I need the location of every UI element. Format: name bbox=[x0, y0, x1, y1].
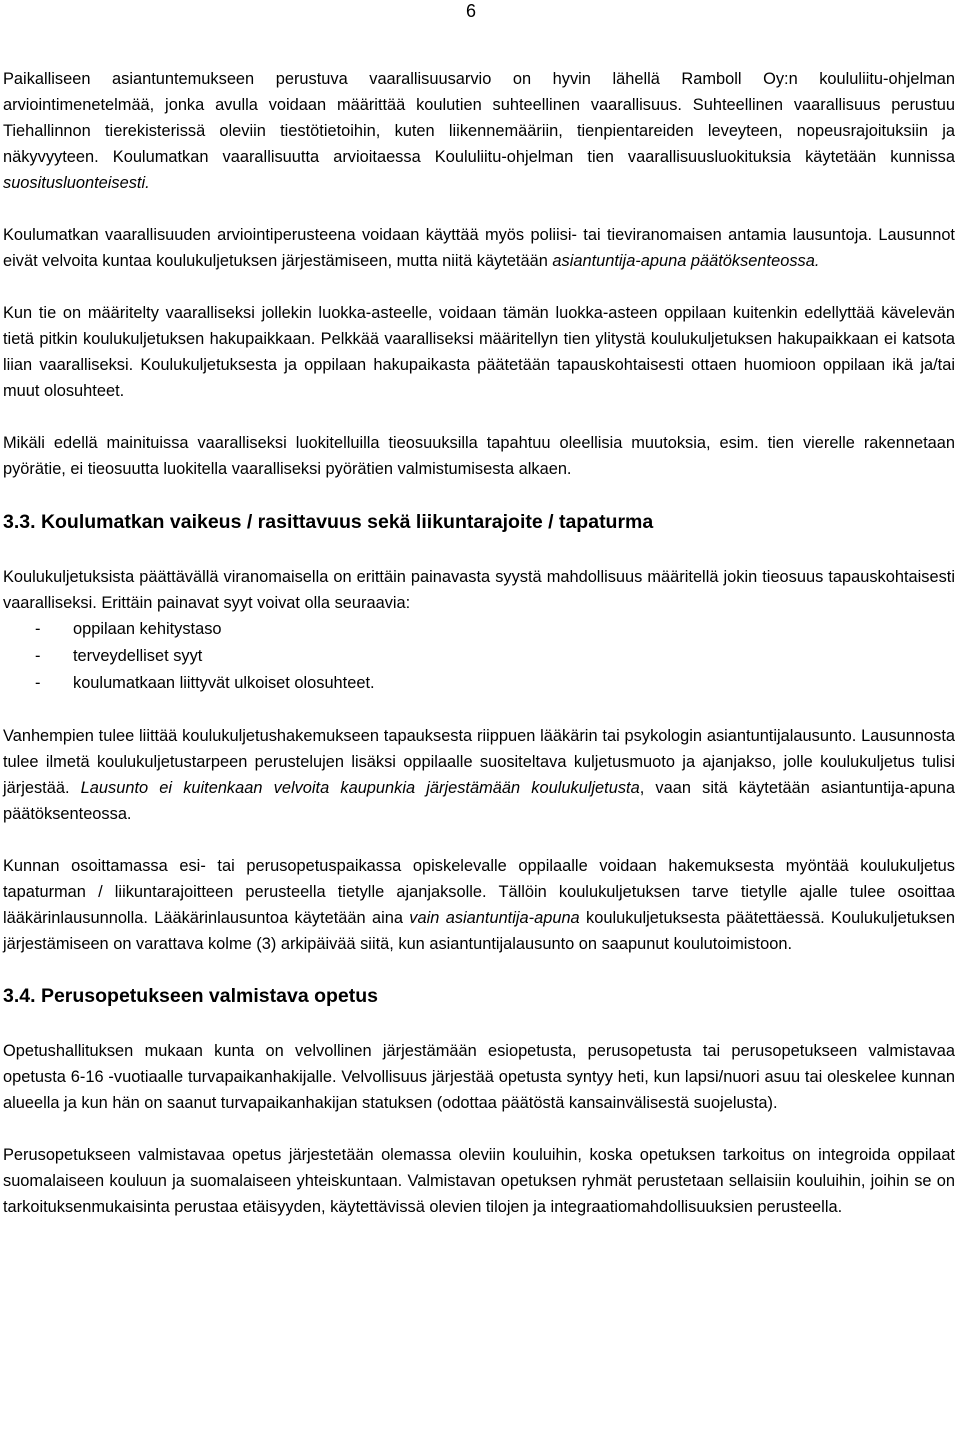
paragraph-dangerous-road: Kun tie on määritelty vaaralliseksi jollekin luokka-asteelle, voidaan tämän luokka-asteen oppilaan kuitenkin edellyttää kävelevän tietä pitkin koulukuljetuksen hakupaikkaan. Pelkkää vaaralliseksi määritellyn tien ylitystä koulukuljetuksen hakupaikkaan ei katsota liian vaaralliseksi. Koulukuljetuksesta ja oppilaan hakupaikasta päätetään tapauskohtaisesti ottaen huomioon oppilaan ikä ja/tai muut olosuhteet. bbox=[3, 304, 955, 400]
paragraph-integration: Perusopetukseen valmistavaa opetus järjestetään olemassa oleviin kouluihin, koska opetuksen tarkoitus on integroida oppilaat suomalaiseen kouluun ja suomalaiseen yhteiskuntaan. Valmistavan opetuksen ryhmät perustetaan sellaisiin kouluihin, joihin se on tarkoituksenmukaisinta perustaa etäisyyden, käytettävissä olevien tilojen ja integraatiomahdollisuuksien perusteella. bbox=[3, 1146, 955, 1216]
list-item bbox=[3, 670, 955, 697]
list-item bbox=[3, 616, 955, 643]
list-item-text: oppilaan kehitystaso bbox=[73, 620, 222, 638]
paragraph-injury-transport bbox=[3, 853, 955, 957]
paragraph-preparatory-education: Opetushallituksen mukaan kunta on velvollinen järjestämään esiopetusta, perusopetusta tai perusopetukseen valmistavaa opetusta 6-16 -vuotiaalle turvapaikanhakijalle. Velvollisuus järjestää opetusta syntyy heti, kun lapsi/nuori asuu tai oleskelee kunnan alueella ja kun hän on saanut turvapaikanhakijan statuksen (odottaa päätöstä kansainvälisestä suojelusta). bbox=[3, 1042, 955, 1112]
paragraph-emphasis: vain asiantuntija-apuna bbox=[409, 909, 580, 927]
reasons-list bbox=[3, 616, 955, 697]
paragraph-local-expertise bbox=[3, 66, 955, 196]
paragraph-text: Kunnan osoittamassa esi- tai perusopetuspaikassa opiskelevalle oppilaalle voidaan hakemuksesta myöntää koulukuljetus tapaturman / liikuntarajoitteen perusteella tietylle ajanjaksolle. Tällöin koulukuljetuksen tarve tietylle ajalle tulee osoittaa lääkärinlausunnolla. Lääkärinlausuntoa käytetään aina bbox=[3, 857, 955, 927]
list-marker: - bbox=[35, 647, 41, 665]
document-body bbox=[3, 66, 955, 1246]
list-item bbox=[3, 643, 955, 670]
paragraph-weighty-reasons: Koulukuljetuksista päättävällä viranomaisella on erittäin painavasta syystä mahdollisuus määritellä jokin tieosuus tapauskohtaisesti vaaralliseksi. Erittäin painavat syyt voivat olla seuraavia: bbox=[3, 568, 955, 612]
page-number: 6 bbox=[466, 1, 477, 21]
paragraph-text: Koulumatkan vaarallisuuden arviointiperusteena voidaan käyttää myös poliisi- tai tieviranomaisen antamia lausuntoja. Lausunnot eivät velvoita kuntaa koulukuljetuksen järjestämiseen, mutta niitä käytetään bbox=[3, 226, 955, 270]
list-marker: - bbox=[35, 620, 41, 638]
paragraph-text: Paikalliseen asiantuntemukseen perustuva vaarallisuusarvio on hyvin lähellä Ramboll Oy:n koululiitu-ohjelman arviointimenetelmää, jonka avulla voidaan määrittää koulutien suhteellinen vaarallisuus. Suhteellinen vaarallisuus perustuu Tiehallinnon tierekisterissä oleviin tiestötietoihin, kuten liikennemääriin, tienpientareiden leveyteen, nopeusrajoituksiin ja näkyvyyteen. Koulumatkan vaarallisuutta arvioitaessa Koululiitu-ohjelman tien vaarallisuusluokituksia käytetään kunnissa bbox=[3, 70, 955, 166]
paragraph-text: Vanhempien tulee liittää koulukuljetushakemukseen tapauksesta riippuen lääkärin tai psykologin asiantuntijalausunto. Lausunnosta tulee ilmetä koulukuljetustarpeen perustelujen lisäksi oppilaalle suositeltava kuljetusmuoto ja ajanjakso, jolle koulukuljetus tulisi järjestää. bbox=[3, 727, 955, 797]
paragraph-emphasis: Lausunto ei kuitenkaan velvoita kaupunkia järjestämään koulukuljetusta bbox=[80, 779, 640, 797]
paragraph-emphasis: suositusluonteisesti. bbox=[3, 174, 150, 192]
paragraph-road-changes: Mikäli edellä mainituissa vaaralliseksi luokitelluilla tieosuuksilla tapahtuu oleellisia muutoksia, esim. tien vierelle rakennetaan pyörätie, ei tieosuutta luokitella vaaralliseksi pyörätien valmistumisesta alkaen. bbox=[3, 434, 955, 478]
section-heading-3-3: 3.3. Koulumatkan vaikeus / rasittavuus sekä liikuntarajoite / tapaturma bbox=[3, 511, 654, 533]
list-marker: - bbox=[35, 674, 41, 692]
paragraph-text: , vaan sitä käytetään asiantuntija-apuna päätöksenteossa. bbox=[3, 779, 955, 823]
list-item-text: terveydelliset syyt bbox=[73, 647, 203, 665]
paragraph-emphasis: asiantuntija-apuna päätöksenteossa. bbox=[552, 252, 820, 270]
paragraph-parents-statement bbox=[3, 723, 955, 827]
paragraph-police-statements bbox=[3, 222, 955, 274]
section-heading-3-4: 3.4. Perusopetukseen valmistava opetus bbox=[3, 985, 378, 1007]
list-item-text: koulumatkaan liittyvät ulkoiset olosuhteet. bbox=[73, 674, 375, 692]
paragraph-text: koulukuljetuksesta päätettäessä. Koulukuljetuksen järjestämiseen on varattava kolme (3) arkipäivää siitä, kun asiantuntijalausunto on saapunut koulutoimistoon. bbox=[3, 909, 955, 953]
